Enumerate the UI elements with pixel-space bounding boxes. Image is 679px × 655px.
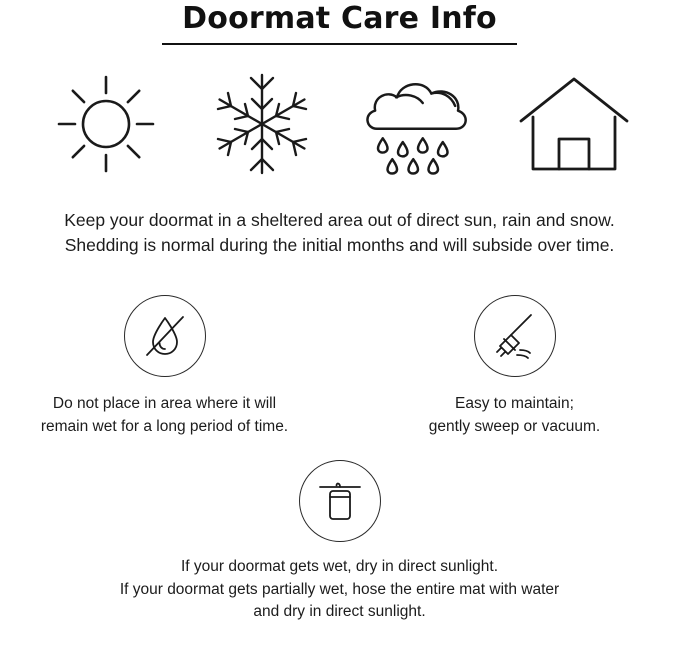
- broom-icon: [474, 295, 556, 377]
- no-water-icon: [124, 295, 206, 377]
- care-row: [0, 295, 679, 438]
- care-item-drying: [0, 460, 679, 623]
- drying-line-1: If your doormat gets wet, dry in direct sunlight.: [180, 558, 499, 576]
- rain-cloud-icon: [358, 67, 478, 182]
- care-item-easy-maintain: [380, 295, 650, 438]
- care-left-line-1: Do not place in area where it will: [52, 395, 277, 413]
- snowflake-icon: [202, 67, 322, 182]
- drying-line-2: If your doormat gets partially wet, hose the entire mat with water: [119, 580, 560, 598]
- drying-caption: [120, 556, 559, 623]
- weather-icon-row: [0, 67, 679, 182]
- hang-dry-icon: [299, 460, 381, 542]
- care-left-line-2: remain wet for a long period of time.: [40, 417, 289, 435]
- drying-line-3: and dry in direct sunlight.: [253, 603, 426, 621]
- house-icon: [514, 67, 634, 182]
- title-block: [0, 0, 679, 45]
- lead-paragraph: [0, 208, 679, 260]
- page-title: Doormat Care Info: [182, 1, 497, 36]
- care-item-no-standing-water: [30, 295, 300, 438]
- sun-icon: [46, 67, 166, 182]
- care-caption-right: [429, 393, 600, 438]
- care-caption-left: [41, 393, 288, 438]
- lead-line-2: Shedding is normal during the initial months and will subside over time.: [64, 235, 615, 256]
- lead-line-1: Keep your doormat in a sheltered area out of direct sun, rain and snow.: [64, 209, 615, 230]
- care-right-line-1: Easy to maintain;: [455, 395, 574, 413]
- title-underline: [162, 43, 517, 45]
- care-right-line-2: gently sweep or vacuum.: [428, 417, 601, 435]
